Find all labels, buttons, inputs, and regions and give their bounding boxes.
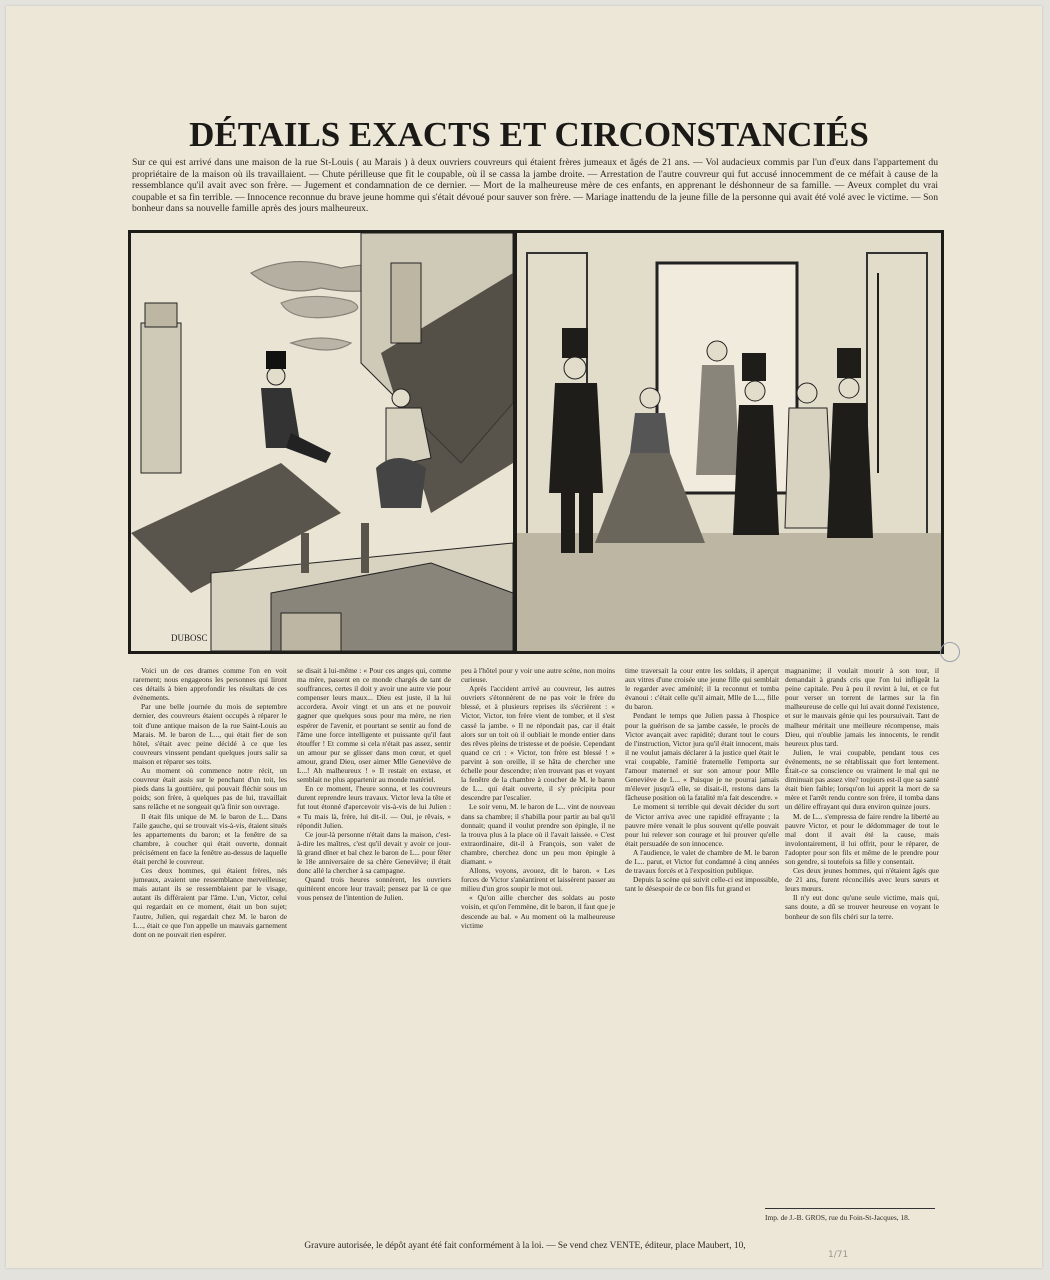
paragraph: Allons, voyons, avouez, dit le baron. « Les forces de Victor s'anéantirent et laissèrent passer au milieu d'un gros soupir le mot oui.	[461, 866, 615, 894]
paragraph: Le moment si terrible qui devait décider du sort de Victor arriva avec une rapidité effrayante ; la pauvre mère venait le plus souvent qu'elle pouvait pour lui relever son courage et lui prouver qu'elle était persuadée de son innocence.	[625, 802, 779, 848]
text-column-2	[297, 666, 451, 1226]
paragraph: Ces deux hommes, qui étaient frères, nés jumeaux, avaient une ressemblance merveilleuse; mais autant ils se ressemblaient par le visage, autant ils différaient par l'âme. L'un, Victor, celui qui regardait en ce moment, était un bon sujet; l'autre, Julien, qui regardait chez M. le baron de L..., était ce que l'on appelle un mauvais garnement dont on ne pouvait rien espérer.	[133, 866, 287, 939]
illustration-arrest-scene	[514, 230, 944, 654]
paragraph: Par une belle journée du mois de septembre dernier, des couvreurs étaient occupés à réparer le toit d'une antique maison de la rue Saint-Louis au Marais. M. le baron de L..., qui était fier de son hôtel, s'était avec peine décidé à ce que les couvreurs vinssent pendant quelques jours salir sa maison et réparer ses toits.	[133, 702, 287, 766]
paragraph: Le soir venu, M. le baron de L... vint de nouveau dans sa chambre; il s'habilla pour partir au bal qu'il donnait; quand il voulut prendre son épingle, il ne la trouva plus à la place où il l'avait laissée. « C'est extraordinaire, dit-il à François, son valet de chambre, cherchez donc un peu mon épingle à diamant. »	[461, 802, 615, 866]
engraving-salon	[517, 233, 941, 651]
text-column-5	[785, 666, 939, 1201]
pencil-annotation: 1/71	[828, 1250, 849, 1260]
paragraph: Pendant le temps que Julien passa à l'hospice pour la guérison de sa jambe cassée, le procès de Victor avançait avec rapidité; durant tout le cours de l'instruction, Victor jura qu'il était innocent, mais il ne voulut jamais déclarer à la justice quel était le vrai coupable, l'amitié fraternelle l'emporta sur l'amour maternel et sur son amour pour Mlle Geneviève de L... « Puisque je ne pourrai jamais m'élever jusqu'à elle, se disait-il, restons dans la fâcheuse position où la fatalité m'a fait descendre. »	[625, 711, 779, 803]
paragraph: time traversait la cour entre les soldats, il aperçut aux vitres d'une croisée une jeune fille qui semblait le regarder avec aménité; il la reconnut et tomba évanoui : c'était celle qu'il aimait, Mlle de L..., fille du baron.	[625, 666, 779, 712]
paragraph: M. de L... s'empressa de faire rendre la liberté au pauvre Victor, et pour le dédommager de tout le mal dont il avait été la cause, mais involontairement, il lui offrit, pour le réparer, de l'adopter pour son fils et même de le prendre pour son gendre, si toutefois sa fille y consentait.	[785, 811, 939, 866]
subtitle-summary: Sur ce qui est arrivé dans une maison de la rue St-Louis ( au Marais ) à deux ouvriers couvreurs qui étaient frères jumeaux et âgés de 21 ans. — Vol audacieux commis par l'un d'eux dans l'appartement du propriétaire de la maison où ils travaillaient. — Chute périlleuse que fit le coupable, où il se cassa la jambe droite. — Arrestation de l'autre couvreur qui fut accusé innocemment de ce méfait à cause de la ressemblance qu'il avait avec son frère. — Jugement et condamnation de ce dernier. — Mort de la malheureuse mère de ces enfants, en apprenant le déshonneur de sa famille. — Aveux complet du vrai coupable et sa fin terrible. — Innocence reconnue du brave jeune homme qui s'était dévoué pour sauver son frère. — Mariage inattendu de la jeune fille de la personne qui avait été volé avec le victime. — Son bonheur dans sa nouvelle famille après des jours malheureux.	[132, 157, 938, 215]
printer-imprint: Imp. de J.-B. GROS, rue du Foin-St-Jacques, 18.	[765, 1208, 935, 1222]
paragraph: Quand trois heures sonnèrent, les ouvriers quittèrent encore leur travail; pensez par là ce que vous pensez de l'intention de Julien.	[297, 875, 451, 903]
paragraph: Depuis la scène qui suivit celle-ci est impossible, tant le désespoir de ce bon fils fut grand et	[625, 875, 779, 894]
paragraph: « Qu'on aille chercher des soldats au poste voisin, et qu'on l'emmène, dit le baron, il faut que je descende au bal. » Au moment où la malheureuse victime	[461, 893, 615, 930]
paragraph: Après l'accident arrivé au couvreur, les autres ouvriers s'étonnèrent de ne pas voir le frère du blessé, et à plusieurs reprises ils s'écrièrent : « Victor, Victor, ton frère vient de tomber, et il s'est cassé la jambe. » Il ne répondait pas, car il était alors sur un toit où il oubliait le monde entier dans des rêves pleins de tristesse et de poésie. Cependant quand ce cri : « Victor, ton frère est blessé ! » parvint à son oreille, il se hâta de chercher une échelle pour descendre; n'en trouvant pas et voyant la fenêtre de la chambre à coucher de M. le baron de L... qui était ouverte, il s'y précipita pour descendre par l'escalier.	[461, 684, 615, 803]
paragraph: Voici un de ces drames comme l'on en voit rarement; nous engageons les personnes qui liront ces détails à bien approfondir les résultats de ces événements.	[133, 666, 287, 703]
artist-signature: DUBOSC	[171, 633, 208, 643]
paragraph: se disait à lui-même : « Pour ces anges qui, comme ma mère, passent en ce monde chargés de tant de souffrances, certes il doit y avoir une autre vie pour compenser leurs maux... Dieu est juste, il la lui accordera. Avoir vingt et un ans et ne pouvoir gagner que quelques sous pour ma mère, ne rien espérer de l'avenir, et pourtant se sentir au fond de l'âme une force intelligente et puissante qu'il faut étouffer ! Et comme si cela n'était pas assez, sentir un amour pur se glisser dans mon cœur, et quel amour, grand Dieu, oser aimer Mlle Geneviève de L...! Ah malheureux ! » Il restait en extase, et semblait ne plus appartenir au monde matériel.	[297, 666, 451, 785]
paragraph: magnanime; il voulait mourir à son tour, il demandait à grands cris que l'on lui infligeât la peine capitale. Peu à peu il revint à lui, et ce fut pour verser un torrent de larmes sur la fin malheureuse de celle qui lui avait donné l'existence, et sur le mauvais génie qui les poursuivait. Tant de malheur méritait une meilleure récompense, mais Dieu, qui n'oublie jamais les innocents, le rendit heureux plus tard.	[785, 666, 939, 748]
text-column-1	[133, 666, 287, 1226]
text-column-4	[625, 666, 779, 1226]
paragraph: Julien, le vrai coupable, pendant tous ces événements, ne se rétablissait que fort lentement. Était-ce sa conscience ou vraiment le mal qui ne diminuait pas assez vite? toujours est-il que sa santé était bien faible; lorsqu'on lui apprit la mort de sa mère et l'arrêt rendu contre son frère, il tomba dans un délire effrayant qui dura environ quinze jours.	[785, 747, 939, 812]
paragraph: Ce jour-là personne n'était dans la maison, c'est-à-dire les maîtres, c'est qu'il devait y avoir ce jour-là grand dîner et bal chez le baron de L... pour fêter le 18e anniversaire de sa chère Geneviève; il était donc allé la chercher à sa campagne.	[297, 829, 451, 876]
paragraph: Il n'y eut donc qu'une seule victime, mais qui, sans doute, a dû se trouver heureuse en voyant le bonheur de son fils chéri sur la terre.	[785, 893, 939, 921]
paragraph: Il était fils unique de M. le baron de L... Dans l'aile gauche, qui se trouvait vis-à-vis, étaient situés les appartements du baron; et la fenêtre de sa chambre, à coucher qui était ouverte, donnait précisément en face la fenêtre au-dessus de laquelle était perché le couvreur.	[133, 811, 287, 866]
engraving-rooftop	[131, 233, 513, 651]
paragraph: Au moment où commence notre récit, un couvreur était assis sur le penchant d'un toit, les pieds dans la gouttière, qui pouvait fléchir sous un poids; son frère, à quelques pas de lui, travaillait sans relâche et ne songeait qu'à finir son ouvrage.	[133, 766, 287, 812]
paragraph: A l'audience, le valet de chambre de M. le baron de L... parut, et Victor fut condamné à cinq années de travaux forcés et à l'exposition publique.	[625, 847, 779, 876]
publication-footer: Gravure autorisée, le dépôt ayant été fait conformément à la loi. — Se vend chez VENTE, éditeur, place Maubert, 10,	[304, 1241, 746, 1251]
text-column-3	[461, 666, 615, 1226]
library-stamp	[940, 642, 960, 662]
paragraph: En ce moment, l'heure sonna, et les couvreurs durent reprendre leurs travaux. Victor leva la tête et fut tout étonné d'apercevoir vis-à-vis de lui Julien : « Tu mais là, frère, lui dit-il. — Oui, je rêvais, » répondit Julien.	[297, 784, 451, 830]
page-title: DÉTAILS EXACTS ET CIRCONSTANCIÉS	[189, 115, 869, 154]
illustration-rooftop-fall	[128, 230, 516, 654]
paragraph: peu à l'hôtel pour y voir une autre scène, non moins curieuse.	[461, 666, 615, 685]
paragraph: Ces deux jeunes hommes, qui n'étaient âgés que de 21 ans, furent réconciliés avec leurs sœurs et leurs mœurs.	[785, 866, 939, 894]
